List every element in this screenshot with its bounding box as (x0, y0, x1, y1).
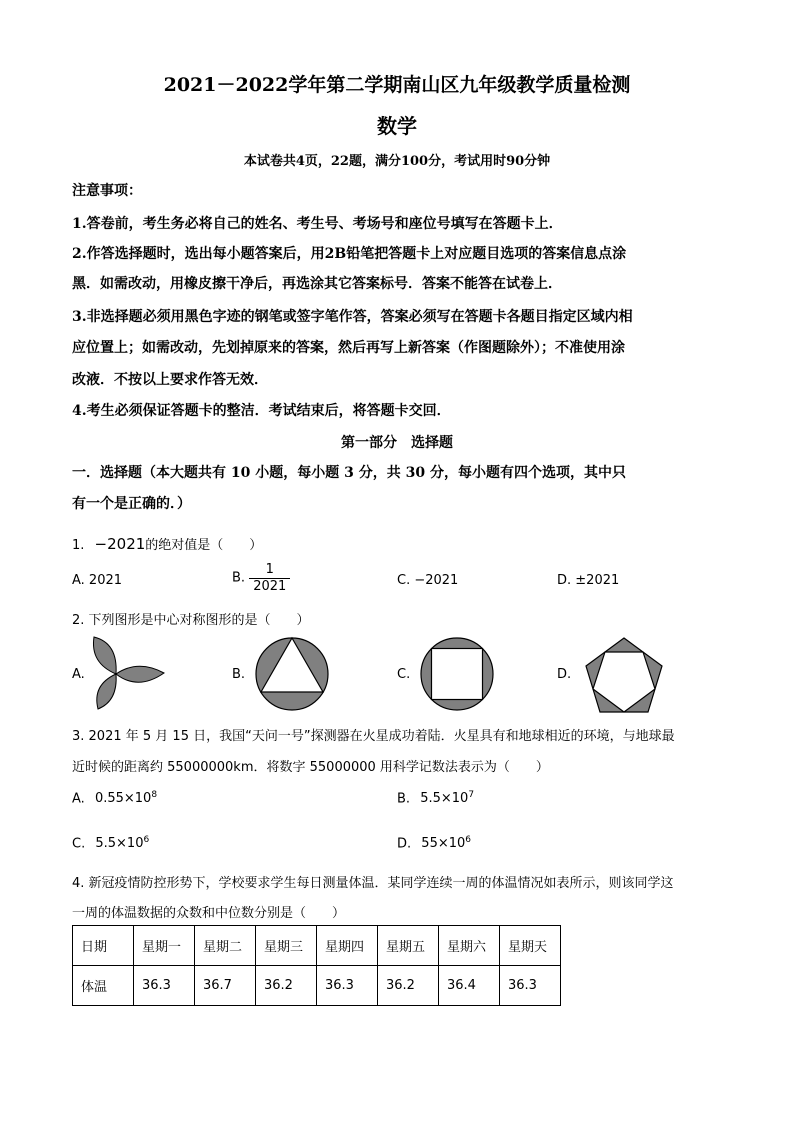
note-line: 2.作答选择题时，选出每小题答案后，用2B铅笔把答题卡上对应题目选项的答案信息点涂 (72, 246, 627, 262)
question-3-line2: 近时候的距离约 55000000km．将数字 55000000 用科学记数法表示为（ ） (72, 760, 549, 775)
subject-title: 数学 (377, 114, 417, 138)
part-title: 第一部分 选择题 (341, 435, 453, 451)
three-blade-figure (88, 633, 168, 711)
option-exponent: 6 (465, 835, 472, 845)
option-d: D. (557, 667, 572, 682)
fraction (249, 562, 290, 594)
question-2: 2. 下列图形是中心对称图形的是（ ） (72, 613, 310, 628)
notes-heading: 注意事项： (72, 183, 142, 199)
option-b (232, 562, 290, 594)
table-cell: 36.3 (500, 966, 561, 1006)
circle-square-figure (419, 636, 495, 712)
question-4-line2: 一周的体温数据的众数和中位数分别是（ ） (72, 906, 346, 921)
question-3-line1: 3. 2021 年 5 月 15 日，我国“天问一号”探测器在火星成功着陆．火星具有和地球相近的环境，与地球最 (72, 729, 675, 744)
option-b: B. (232, 667, 246, 682)
table-cell: 36.2 (256, 966, 317, 1006)
option-c: C. −2021 (397, 573, 459, 588)
temperature-table (72, 925, 561, 1006)
option-a (72, 790, 157, 806)
table-cell: 36.3 (134, 966, 195, 1006)
option-exponent: 7 (468, 790, 475, 800)
option-b (397, 790, 474, 806)
option-c: C. (397, 667, 411, 682)
table-cell: 36.2 (378, 966, 439, 1006)
table-cell: 36.3 (317, 966, 378, 1006)
table-cell: 星期天 (500, 926, 561, 966)
option-value: 5.5×10 (420, 791, 469, 807)
option-c (72, 835, 149, 851)
fraction-denominator: 2021 (253, 578, 287, 594)
table-cell: 36.4 (439, 966, 500, 1006)
section-heading: 一．选择题（本大题共有 10 小题，每小题 3 分，共 30 分，每小题有四个选项，其中只 (72, 465, 626, 481)
table-cell: 36.7 (195, 966, 256, 1006)
section-heading-cont: 有一个是正确的．） (72, 496, 191, 512)
table-cell: 星期五 (378, 926, 439, 966)
table-row (73, 926, 561, 966)
exam-title: 2021－2022学年第二学期南山区九年级教学质量检测 (163, 74, 631, 96)
option-label: D. (397, 836, 412, 852)
option-d (397, 835, 471, 851)
table-cell: 日期 (73, 926, 134, 966)
option-value: 0.55×10 (94, 791, 152, 807)
note-line: 3.非选择题必须用黑色字迹的钢笔或签字笔作答，答案必须写在答题卡各题目指定区域内相 (72, 309, 633, 325)
fraction-numerator: 1 (249, 562, 290, 579)
table-cell: 星期六 (439, 926, 500, 966)
option-label: B. (397, 791, 411, 807)
table-cell: 星期四 (317, 926, 378, 966)
table-cell: 星期二 (195, 926, 256, 966)
option-exponent: 6 (143, 835, 150, 845)
option-label: C. (72, 836, 86, 852)
note-line: 应位置上；如需改动，先划掉原来的答案，然后再写上新答案（作图题除外）；不准使用涂 (72, 340, 625, 356)
note-line: 1.答卷前，考生务必将自己的姓名、考生号、考场号和座位号填写在答题卡上． (72, 216, 563, 232)
question-4-line1: 4. 新冠疫情防控形势下，学校要求学生每日测量体温．某同学连续一周的体温情况如表所示，则该同学这 (72, 876, 674, 891)
option-d: D. ±2021 (557, 573, 620, 588)
question-expression: −2021 (94, 535, 146, 553)
option-a: A. 2021 (72, 573, 123, 588)
option-label: A. (72, 791, 85, 807)
note-line: 黑．如需改动，用橡皮擦干净后，再选涂其它答案标号．答案不能答在试卷上． (72, 276, 562, 292)
pentagon-figure (582, 636, 666, 716)
option-label: B. (232, 570, 246, 586)
table-row (73, 966, 561, 1006)
question-1 (72, 534, 262, 553)
option-value: 55×10 (421, 836, 466, 852)
option-exponent: 8 (151, 790, 158, 800)
note-line: 改液．不按以上要求作答无效． (72, 372, 268, 388)
table-cell: 体温 (73, 966, 134, 1006)
option-a: A. (72, 667, 85, 682)
question-text: 的绝对值是（ ） (145, 538, 263, 553)
circle-triangle-figure (254, 636, 330, 712)
option-value: 5.5×10 (95, 836, 144, 852)
table-cell: 星期一 (134, 926, 195, 966)
note-line: 4.考生必须保证答题卡的整洁．考试结束后，将答题卡交回． (72, 403, 451, 419)
exam-intro: 本试卷共4页，22题，满分100分，考试用时90分钟 (243, 154, 551, 169)
table-cell: 星期三 (256, 926, 317, 966)
question-number: 1. (72, 538, 85, 553)
